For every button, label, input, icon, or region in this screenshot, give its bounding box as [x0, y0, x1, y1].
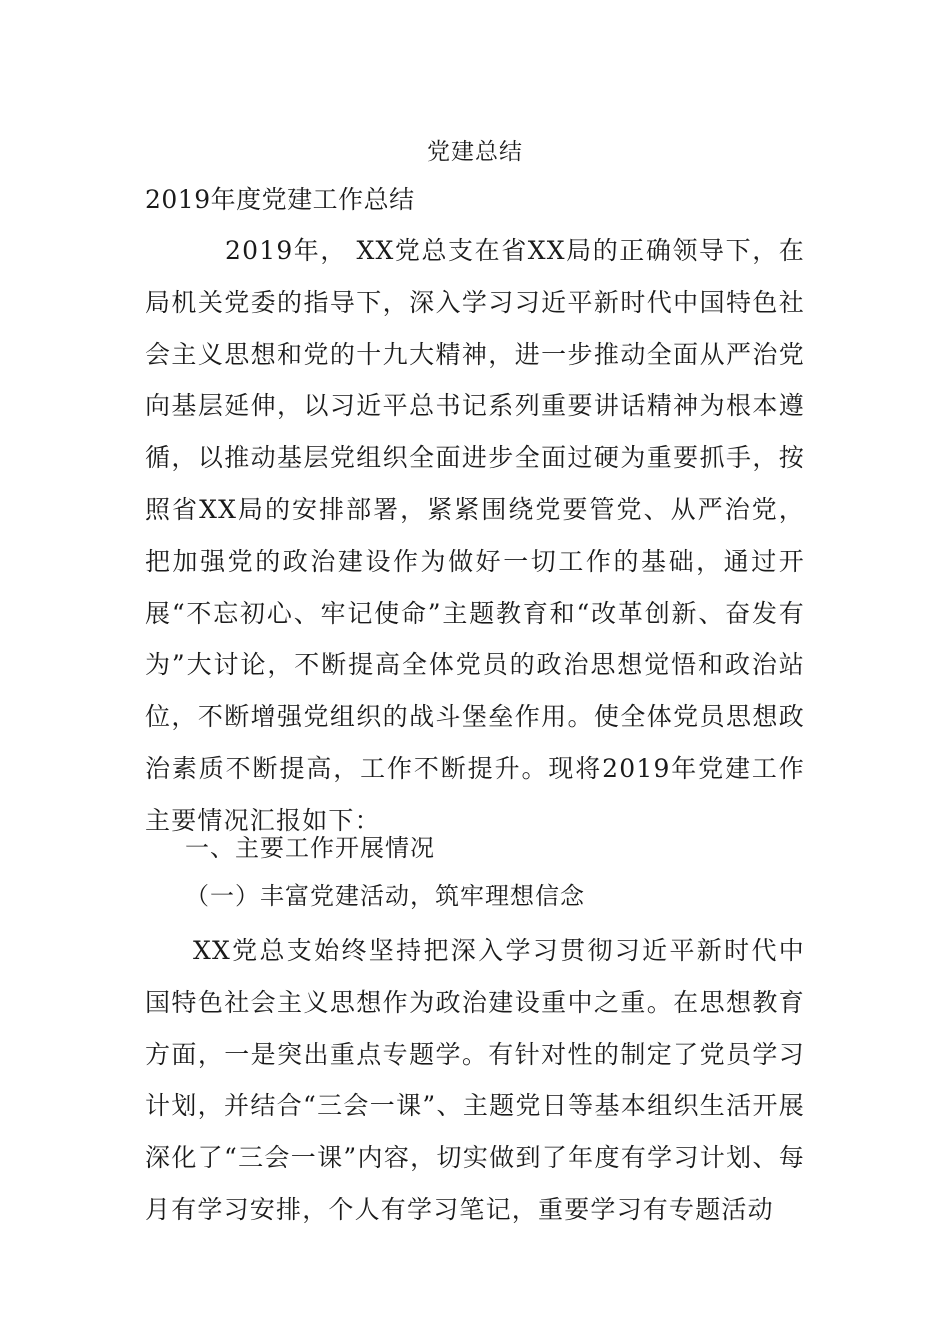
section-heading: 一、主要工作开展情况 [185, 834, 435, 862]
subsection-heading: （一）丰富党建活动，筑牢理想信念 [185, 882, 585, 910]
document-title: 党建总结 [427, 139, 523, 165]
body-paragraph-intro: 2019年， XX党总支在省XX局的正确领导下，在局机关党委的指导下，深入学习习近平新时代中国特色社会主义思想和党的十九大精神，进一步推动全面从严治党向基层延伸，以习近平总书记系列重要讲话精神为根本遵循，以推动基层党组织全面进步全面过硬为重要抓手，按照省XX局的安排部署，紧紧围绕党要管党、从严治党，把加强党的政治建设作为做好一切工作的基础，通过开展“不忘初心、牢记使命”主题教育和“改革创新、奋发有为”大讨论，不断提高全体党员的政治思想觉悟和政治站位，不断增强党组织的战斗堡垒作用。使全体党员思想政治素质不断提高，工作不断提升。现将2019年党建工作主要情况汇报如下： [145, 236, 805, 835]
document-subtitle: 2019年度党建工作总结 [145, 185, 415, 214]
body-paragraph-section: XX党总支始终坚持把深入学习贯彻习近平新时代中国特色社会主义思想作为政治建设重中之重。在思想教育方面，一是突出重点专题学。有针对性的制定了党员学习计划，并结合“三会一课”、主题党日等基本组织生活开展深化了“三会一课”内容，切实做到了年度有学习计划、每月有学习安排，个人有学习笔记，重要学习有专题活动 [145, 936, 805, 1224]
